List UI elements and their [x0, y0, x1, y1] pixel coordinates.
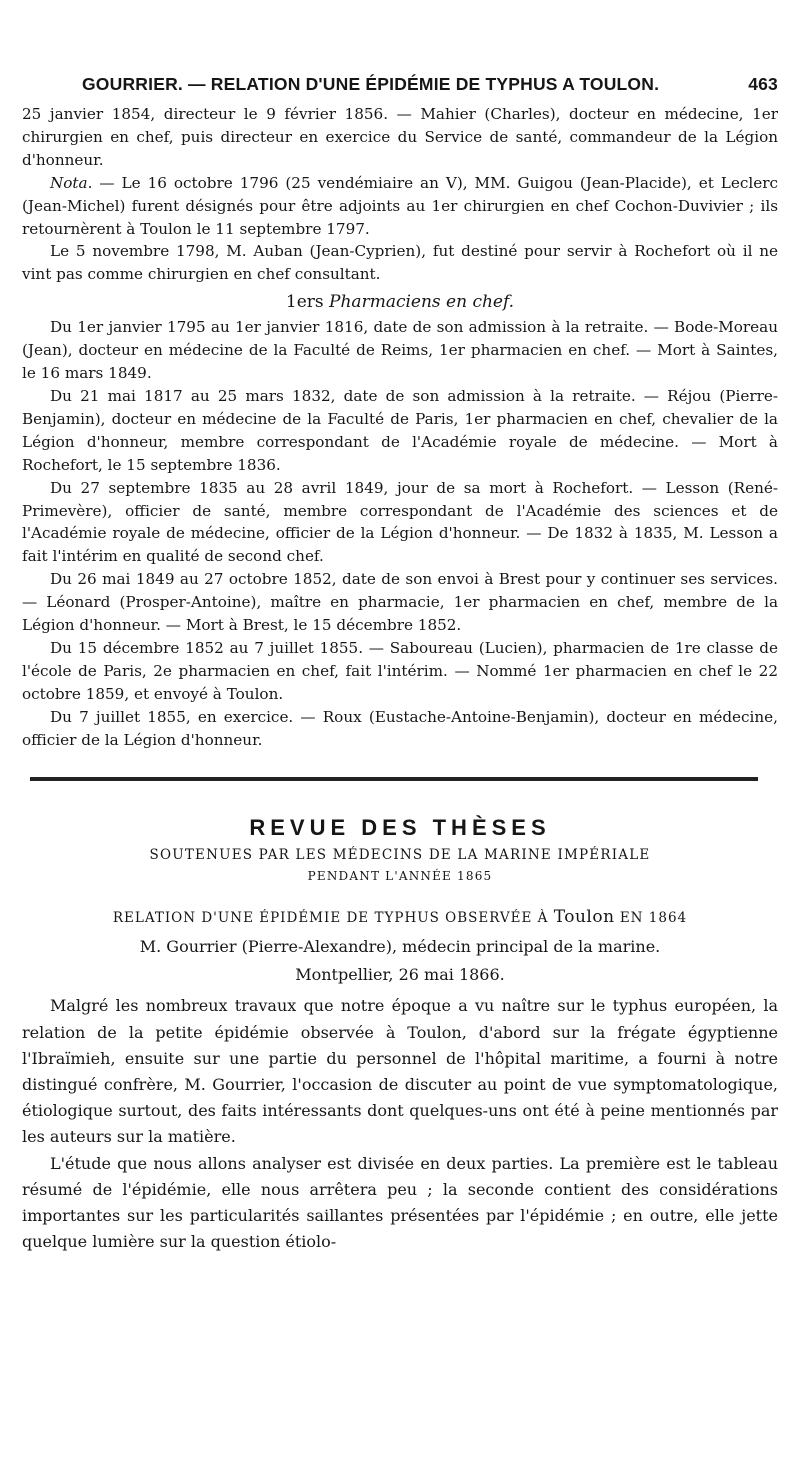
pharmacien-entry: Du 26 mai 1849 au 27 octobre 1852, date de son envoi à Brest pour y continuer ses services. — Léonard (Prosper-Antoine), maître en pharmacie, 1er pharmacien en chef, membre de la Légion d'honneur. — Mort à Brest, le 15 décembre 1852. [22, 570, 778, 635]
auban-paragraph: Le 5 novembre 1798, M. Auban (Jean-Cyprien), fut destiné pour servir à Rochefort où il ne vint pas comme chirurgien en chef consultant. [22, 242, 778, 284]
revue-subtitle: SOUTENUES PAR LES MÉDECINS DE LA MARINE IMPÉRIALE [149, 847, 651, 864]
thesis-title-part2: EN 1864 [619, 910, 688, 927]
pharmacien-entry: Du 21 mai 1817 au 25 mars 1832, date de son admission à la retraite. — Réjou (Pierre-Benjamin), docteur en médecine de la Faculté de Paris, 1er pharmacien en chef, chevalier de la Légion d'honneur, membre correspondant de l'Académie royale de médecine. — Mort à Rochefort, le 15 septembre 1836. [22, 386, 778, 474]
pharmacien-entry: Du 7 juillet 1855, en exercice. — Roux (Eustache-Antoine-Benjamin), docteur en médecine, officier de la Légion d'honneur. [22, 707, 778, 749]
nota-paragraph [22, 172, 778, 241]
running-title: GOURRIER. — RELATION D'UNE ÉPIDÉMIE DE TYPHUS A TOULON. [82, 74, 660, 94]
review-paragraph: L'étude que nous allons analyser est divisée en deux parties. La première est le tableau résumé de l'épidémie, elle nous arrêtera peu ; la seconde contient des considérations importantes sur les particularités saillantes présentées par l'épidémie ; en outre, elle jette quelque lumière sur la question étiolo- [22, 1153, 778, 1252]
nota-label: Nota. [50, 173, 93, 192]
nota-text: — Le 16 octobre 1796 (25 vendémiaire an V), MM. Guigou (Jean-Placide), et Leclerc (Jean-Michel) furent désignés pour être adjoints au 1er chirurgien en chef Cochon-Duvivier ; ils retournèrent à Toulon le 11 septembre 1797. [22, 173, 778, 238]
thesis-place-date: Montpellier, 26 mai 1866. [295, 965, 505, 985]
review-paragraph: Malgré les nombreux travaux que notre époque a vu naître sur le typhus européen, la relation de la petite épidémie observée à Toulon, d'abord sur la frégate égyptienne l'Ibraïmieh, ensuite sur une partie du personnel de l'hôpital maritime, a fourni à notre distingué confrère, M. Gourrier, l'occasion de discuter au point de vue symptomatologique, étiologique surtout, des faits intéressants dont quelques-uns ont été à peine mentionnés par les auteurs sur la matière. [22, 996, 778, 1147]
pharmacien-entry: Du 27 septembre 1835 au 28 avril 1849, jour de sa mort à Rochefort. — Lesson (René-Primevère), officier de santé, membre correspondant de l'Académie des sciences et de l'Académie royale de médecine, officier de la Légion d'honneur. — De 1832 à 1835, M. Lesson a fait l'intérim en qualité de second chef. [22, 478, 778, 566]
thesis-author: M. Gourrier (Pierre-Alexandre), médecin principal de la marine. [139, 937, 661, 957]
revue-period: PENDANT L'ANNÉE 1865 [307, 869, 493, 884]
running-head [82, 74, 778, 95]
pharmaciens-heading-prefix: 1ers [285, 292, 324, 313]
pharmaciens-heading [22, 290, 778, 314]
pharmacien-entry: Du 1er janvier 1795 au 1er janvier 1816, date de son admission à la retraite. — Bode-Moreau (Jean), docteur en médecine de la Faculté de Reims, 1er pharmacien en chef. — Mort à Saintes, le 16 mars 1849. [22, 318, 778, 383]
thesis-title [22, 907, 778, 927]
thesis-title-place: Toulon [553, 907, 615, 928]
pharmacien-entry: Du 15 décembre 1852 au 7 juillet 1855. — Saboureau (Lucien), pharmacien de 1re classe de l'école de Paris, 2e pharmacien en chef, fait l'intérim. — Nommé 1er pharmacien en chef le 22 octobre 1859, et envoyé à Toulon. [22, 638, 778, 703]
section-divider [30, 777, 758, 781]
pharmaciens-heading-text: Pharmaciens en chef. [329, 292, 515, 313]
thesis-title-part1: RELATION D'UNE ÉPIDÉMIE DE TYPHUS OBSERVÉE À [112, 910, 549, 927]
thesis-review-body [22, 993, 778, 1255]
revue-title: REVUE DES THÈSES [249, 815, 551, 841]
page-number: 463 [748, 74, 778, 94]
surgeon-entry-end: 25 janvier 1854, directeur le 9 février 1856. — Mahier (Charles), docteur en médecine, 1er chirurgien en chef, puis directeur en exercice du Service de santé, commandeur de la Légion d'honneur. [22, 105, 778, 169]
